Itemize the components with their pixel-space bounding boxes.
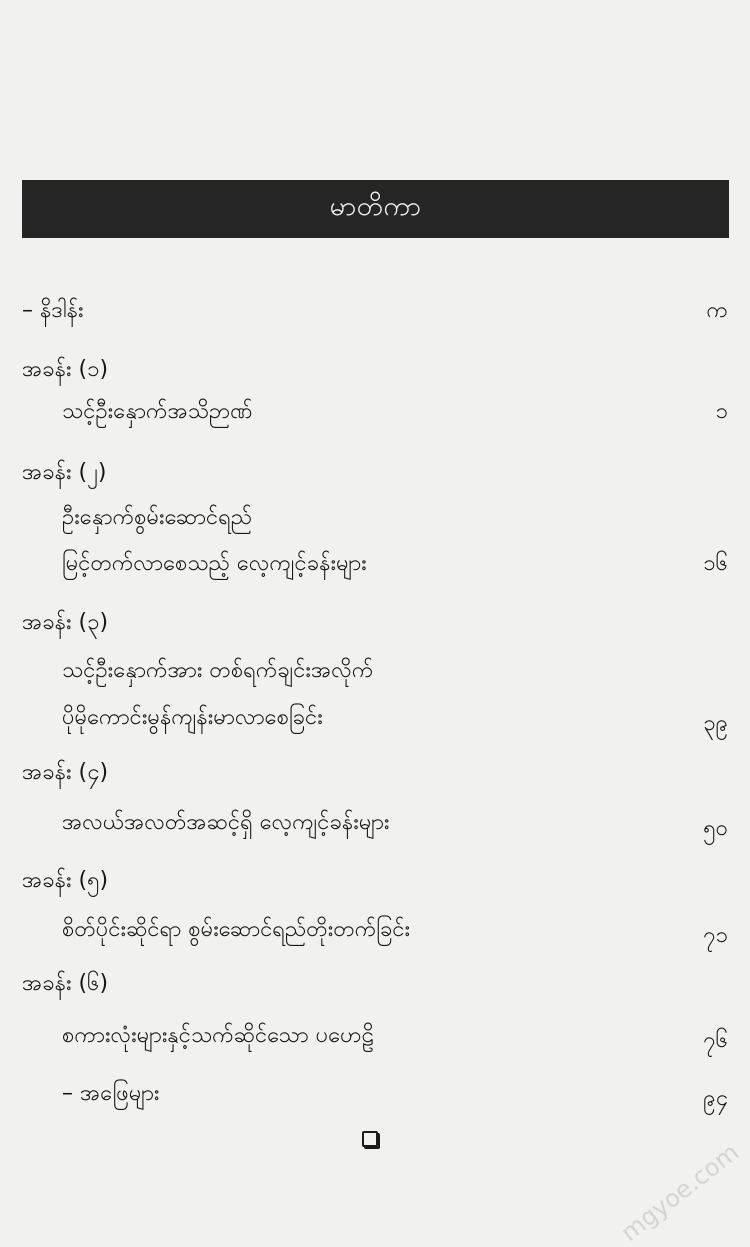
page-number-chapter-3: ၃၉: [703, 711, 728, 736]
page-number-chapter-2: ၁၆: [703, 551, 728, 576]
page-number-chapter-5: ၇၁: [703, 923, 728, 948]
page-number-chapter-4: ၅၀: [703, 816, 728, 841]
chapter-heading-6: အခန်း (၆): [22, 971, 109, 996]
page-number-chapter-6: ၇၆: [703, 1028, 728, 1053]
watermark-text: mgyoe.com: [615, 1137, 744, 1247]
end-mark-icon: [362, 1131, 378, 1147]
chapter-title-3-line-1: သင့်ဦးနှောက်အား တစ်ရက်ချင်းအလိုက်: [62, 658, 374, 683]
chapter-title-1: သင့်ဦးနှောက်အသိဉာဏ်: [62, 399, 253, 424]
chapter-title-2-line-2: မြင့်တက်လာစေသည့် လေ့ကျင့်ခန်းများ: [62, 551, 367, 576]
chapter-heading-4: အခန်း (၄): [22, 760, 109, 785]
toc-entry-introduction: – နိဒါန်း: [22, 298, 84, 323]
page-number-answers: ၉၄: [703, 1086, 728, 1111]
page-title: မာတိကာ: [329, 191, 422, 222]
chapter-title-4: အလယ်အလတ်အဆင့်ရှိ လေ့ကျင့်ခန်းများ: [62, 810, 390, 835]
chapter-heading-2: အခန်း (၂): [22, 460, 107, 485]
page-number-chapter-1: ၁: [715, 399, 728, 424]
toc-entry-answers: – အဖြေများ: [62, 1081, 160, 1106]
chapter-title-5: စိတ်ပိုင်းဆိုင်ရာ စွမ်းဆောင်ရည်တိုးတက်ခြင်း: [62, 917, 411, 942]
chapter-heading-1: အခန်း (၁): [22, 357, 109, 382]
chapter-title-2-line-1: ဦးနှောက်စွမ်းဆောင်ရည်: [62, 505, 253, 530]
chapter-title-3-line-2: ပိုမိုကောင်းမွန်ကျန်းမာလာစေခြင်း: [62, 705, 323, 730]
chapter-title-6: စကားလုံးများနှင့်သက်ဆိုင်သော ပဟေဠိ: [62, 1023, 375, 1048]
page-number-introduction: က: [706, 298, 728, 323]
chapter-heading-5: အခန်း (၅): [22, 868, 109, 893]
title-bar: [22, 180, 729, 238]
chapter-heading-3: အခန်း (၃): [22, 610, 109, 635]
